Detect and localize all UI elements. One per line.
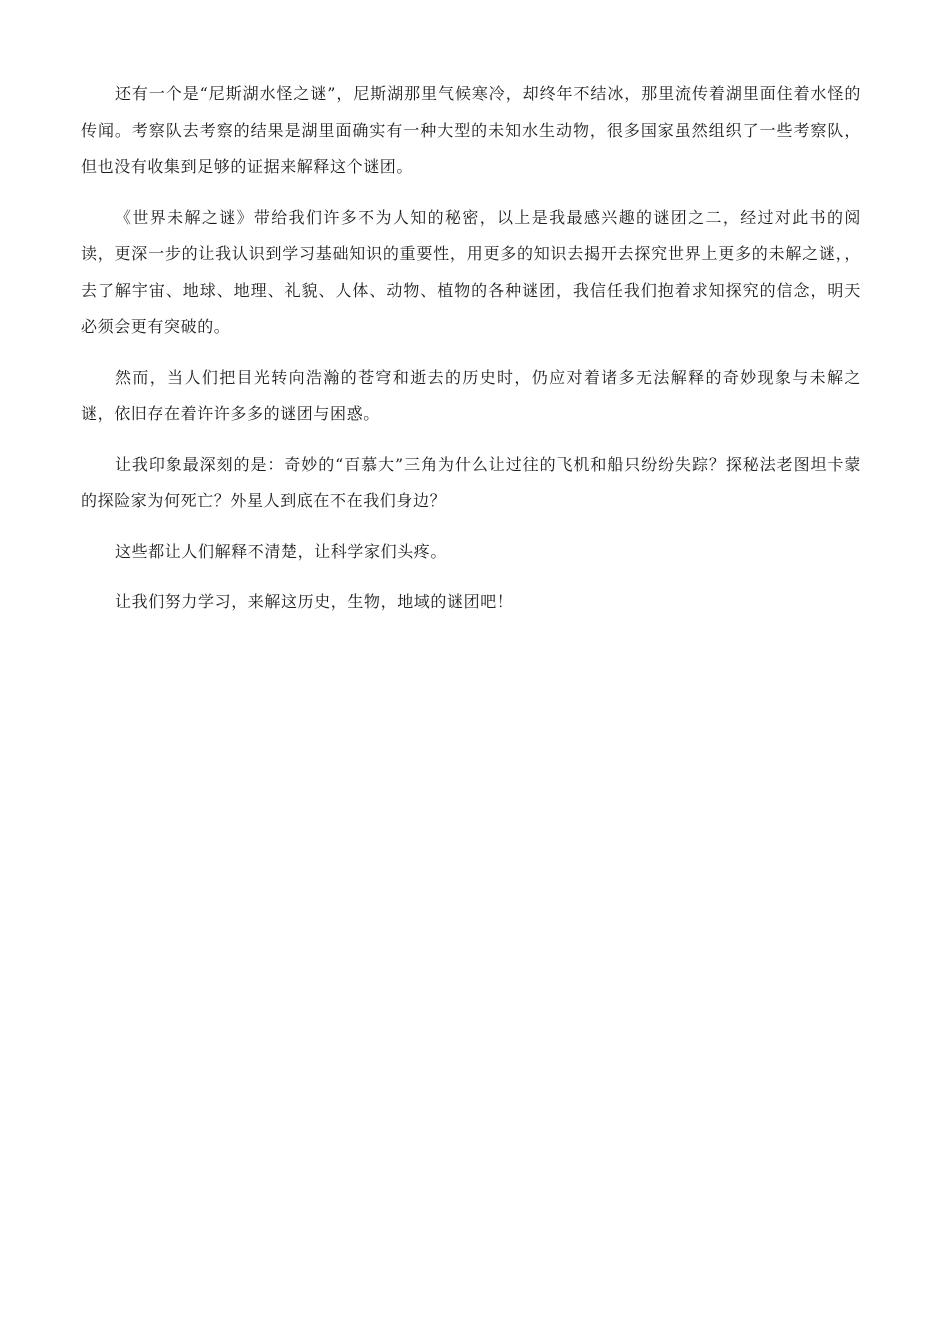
paragraph-book-reflection: 《世界未解之谜》带给我们许多不为人知的秘密，以上是我最感兴趣的谜团之二，经过对此书的阅读，更深一步的让我认识到学习基础知识的重要性，用更多的知识去揭开去探究世界上更多的未解之谜，，去了解宇宙、地球、地理、礼貌、人体、动物、植物的各种谜团，我信任我们抱着求知探究的信念，明天必须会更有突破的。: [81, 207, 861, 336]
paragraph-most-memorable: 让我印象最深刻的是：奇妙的“百慕大”三角为什么让过往的飞机和船只纷纷失踪？探秘法老图坦卡蒙的探险家为何死亡？外星人到底在不在我们身边？: [81, 454, 861, 510]
paragraph-scientists-puzzled: 这些都让人们解释不清楚，让科学家们头疼。: [115, 541, 448, 561]
paragraph-loch-ness: 还有一个是“尼斯湖水怪之谜”，尼斯湖那里气候寒冷，却终年不结冰，那里流传着湖里面住着水怪的传闻。考察队去考察的结果是湖里面确实有一种大型的未知水生动物，很多国家虽然组织了一些考察队，但也没有收集到足够的证据来解释这个谜团。: [81, 84, 861, 176]
paragraph-mysteries-remain: 然而，当人们把目光转向浩瀚的苍穹和逝去的历史时，仍应对着诸多无法解释的奇妙现象与未解之谜，依旧存在着许许多多的谜团与困惑。: [81, 367, 861, 423]
paragraph-closing: 让我们努力学习，来解这历史，生物，地域的谜团吧！: [115, 592, 514, 611]
document-body: [81, 76, 861, 635]
